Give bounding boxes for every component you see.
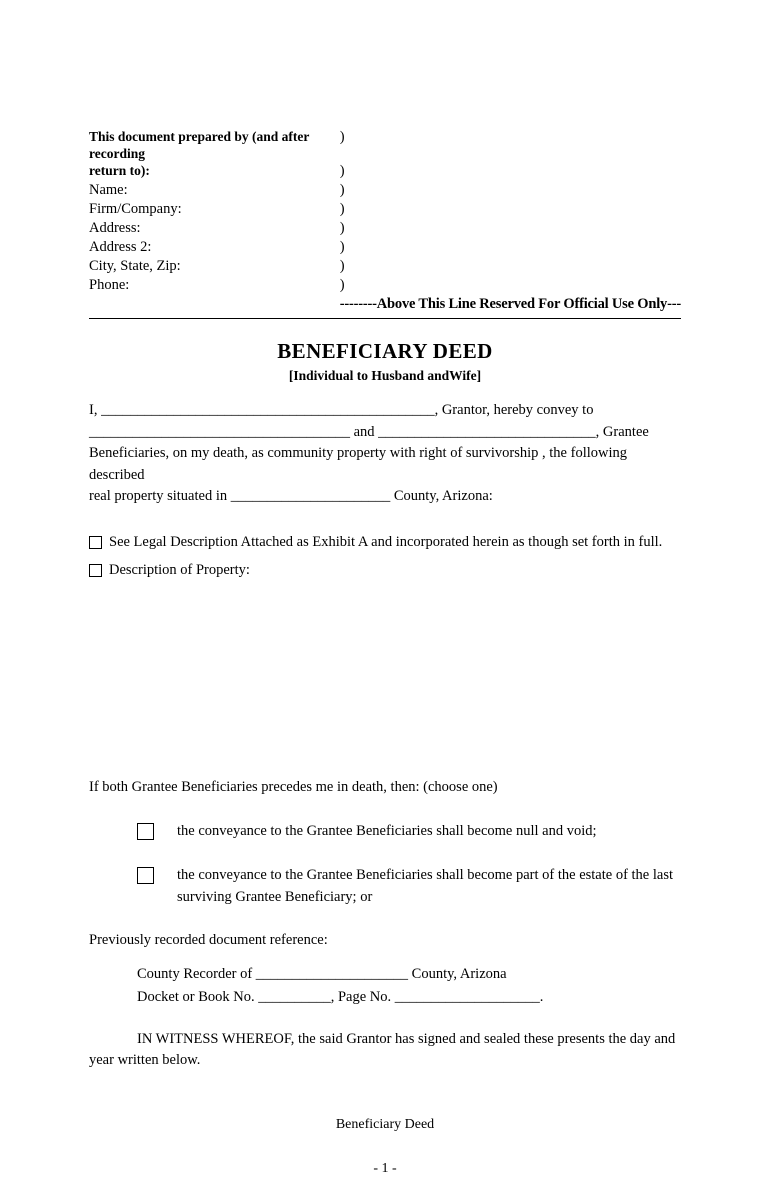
document-subtitle: [Individual to Husband andWife] [288,368,482,383]
header-row-name [89,181,681,200]
checkbox-icon-description-of-property[interactable] [89,564,102,577]
header-row-phone [89,276,681,295]
prepared-by-label-cell [89,128,340,162]
page-number: - 1 - [373,1160,397,1176]
return-to-paren [340,162,681,181]
recording-header-block [89,128,681,314]
previously-recorded-reference-label: Previously recorded document reference: [89,931,328,948]
field-label-firm-company: Firm/Company: [89,201,182,217]
field-label-name: Name: [89,182,128,198]
official-use-notice: --------Above This Line Reserved For Official Use Only--- [339,296,681,312]
field-paren-address: ) [339,220,345,236]
field-label-city-state-zip: City, State, Zip: [89,258,181,274]
choose-one-instruction: If both Grantee Beneficiaries precedes me in death, then: (choose one) [89,778,498,795]
description-of-property-label: Description of Property: [109,561,250,578]
prepared-by-line-2: return to): [89,163,150,178]
field-paren-city-state-zip: ) [339,258,345,274]
field-label-address: Address: [89,220,141,236]
header-row-prepared-by [89,128,681,162]
option-2-label: the conveyance to the Grantee Beneficiaries shall become part of the estate of the last surviving Grantee Beneficiary; or [177,866,674,905]
exhibit-a-checkbox-row[interactable] [89,532,681,553]
option-row-estate-of-last-survivor[interactable] [89,864,681,908]
in-witness-whereof-paragraph: IN WITNESS WHEREOF, the said Grantor has signed and sealed these presents the day and year written below. [89,1030,676,1068]
header-row-official-use [89,295,681,314]
description-of-property-checkbox-row[interactable] [89,560,681,581]
paren-mark: ) [339,163,345,179]
option-1-label: the conveyance to the Grantee Beneficiaries shall become null and void; [177,822,597,839]
official-use-spacer [89,295,340,314]
return-to-label-cell [89,162,340,181]
grantee-names-line: ____________________________________ and ______________________________, Grantee [89,423,649,440]
header-row-address2 [89,238,681,257]
option-row-null-and-void[interactable] [89,820,681,842]
footer-document-name: Beneficiary Deed [335,1116,435,1132]
header-row-address [89,219,681,238]
recorder-reference-block [89,963,681,1009]
docket-book-page-line: Docket or Book No. __________, Page No. ____________________. [137,988,544,1005]
field-paren-phone: ) [339,277,345,293]
header-divider-rule [89,318,681,319]
document-title: BENEFICIARY DEED [277,339,493,363]
county-recorder-line: County Recorder of _____________________ County, Arizona [137,965,507,982]
beneficiaries-survivorship-line: Beneficiaries, on my death, as community property with right of survivorship , the following described [89,445,628,483]
field-label-phone: Phone: [89,277,130,293]
prepared-by-paren-1 [340,128,681,162]
header-row-city [89,257,681,276]
property-county-line: real property situated in ______________________ County, Arizona: [89,488,493,504]
property-description-blank-area [89,581,681,777]
field-label-address-2: Address 2: [89,239,152,255]
paren-mark: ) [339,129,345,145]
field-paren-name: ) [339,182,345,198]
field-paren-address-2: ) [339,239,345,255]
header-row-return-to [89,162,681,181]
checkbox-icon-exhibit-a[interactable] [89,536,102,549]
exhibit-a-label: See Legal Description Attached as Exhibit A and incorporated herein as though set forth in full. [109,533,663,550]
prepared-by-line-1: This document prepared by (and after recording [89,129,310,161]
checkbox-icon-option-2[interactable] [137,867,154,884]
header-row-firm [89,200,681,219]
field-paren-firm-company: ) [339,201,345,217]
document-content [89,128,681,1177]
grantor-conveyance-line: I, ______________________________________________, Grantor, hereby convey to [89,402,594,418]
checkbox-icon-option-1[interactable] [137,823,154,840]
